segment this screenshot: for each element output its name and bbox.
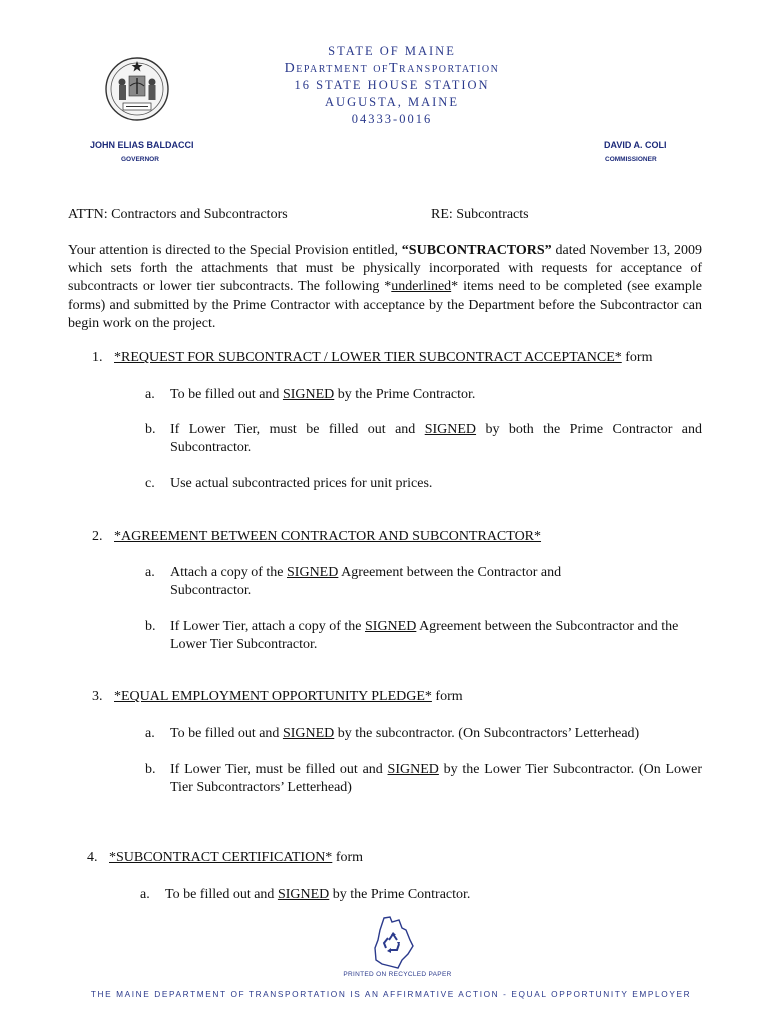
item-2 xyxy=(92,529,541,545)
intro-text-3: * items need to be completed (see example forms) and submitted by the Prime Contractor with acceptance by the Department before the Subcontractor can begin work on the project. xyxy=(68,279,702,331)
letterhead-city: AUGUSTA, MAINE xyxy=(325,95,459,109)
sub-text: by the subcontractor. (On Subcontractors’ Letterhead) xyxy=(334,726,640,741)
item-number: 4. xyxy=(87,850,98,865)
item-title: *REQUEST FOR SUBCONTRACT / LOWER TIER SUBCONTRACT ACCEPTANCE* xyxy=(114,350,622,365)
item-4 xyxy=(87,850,363,866)
sub-text: Agreement between the Contractor and Subcontractor. xyxy=(170,565,562,598)
attn-line: ATTN: Contractors and Subcontractors xyxy=(68,207,288,222)
sub-text: To be filled out and xyxy=(170,387,283,402)
signed-underlined: SIGNED xyxy=(282,726,335,741)
governor-title: GOVERNOR xyxy=(121,156,159,163)
item-title: *EQUAL EMPLOYMENT OPPORTUNITY PLEDGE* xyxy=(114,689,432,704)
recycle-maine-logo-icon xyxy=(372,916,414,970)
sub-text: To be filled out and xyxy=(165,887,278,902)
item-number: 3. xyxy=(92,689,103,704)
sub-letter: c. xyxy=(145,476,155,491)
sub-text: If Lower Tier, must be filled out and xyxy=(170,762,388,777)
item-2-sub-a xyxy=(145,564,605,600)
sub-text: To be filled out and xyxy=(170,726,283,741)
item-number: 2. xyxy=(92,529,103,544)
governor-name: JOHN ELIAS BALDACCI xyxy=(90,140,194,150)
signed-underlined: SIGNED xyxy=(387,762,439,777)
signed-underlined: SIGNED xyxy=(277,887,330,902)
sub-letter: a. xyxy=(140,887,150,902)
item-1-sub-a xyxy=(145,386,702,404)
sub-text: Agreement between the Subcontractor and the Lower Tier Subcontractor. xyxy=(170,619,679,652)
sub-letter: a. xyxy=(145,726,155,741)
signed-underlined: SIGNED xyxy=(282,387,335,402)
commissioner-title: COMMISSIONER xyxy=(605,156,657,163)
governor-block xyxy=(90,140,194,163)
item-3-sub-b xyxy=(145,761,702,797)
letterhead xyxy=(192,43,592,128)
item-number: 1. xyxy=(92,350,103,365)
intro-paragraph xyxy=(68,242,702,333)
item-3-sub-a xyxy=(145,725,702,743)
re-line: RE: Subcontracts xyxy=(431,207,529,222)
item-suffix: form xyxy=(431,689,463,704)
sub-text: by both the Prime Contractor and Subcontractor. xyxy=(170,422,702,455)
printed-on-recycled-paper: PRINTED ON RECYCLED PAPER xyxy=(343,971,452,978)
sub-text: by the Prime Contractor. xyxy=(334,387,476,402)
signed-underlined: SIGNED xyxy=(424,422,477,437)
sub-letter: a. xyxy=(145,565,155,580)
letterhead-zip: 04333-0016 xyxy=(351,112,433,126)
letterhead-department: Department ofTransportation xyxy=(284,61,500,76)
item-1-sub-c xyxy=(145,475,702,493)
signed-underlined: SIGNED xyxy=(365,619,417,634)
item-title: *AGREEMENT BETWEEN CONTRACTOR AND SUBCONTRACTOR* xyxy=(114,529,542,544)
letterhead-address: 16 STATE HOUSE STATION xyxy=(294,78,490,92)
item-suffix: form xyxy=(621,350,653,365)
item-4-sub-a xyxy=(140,886,697,904)
signed-underlined: SIGNED xyxy=(287,565,339,580)
sub-letter: b. xyxy=(145,762,156,777)
sub-letter: b. xyxy=(145,422,156,437)
commissioner-name: DAVID A. COLI xyxy=(604,140,667,150)
sub-text: by the Lower Tier Subcontractor. (On Lower Tier Subcontractors’ Letterhead) xyxy=(170,762,702,795)
item-2-sub-b xyxy=(145,618,702,654)
item-title: *SUBCONTRACT CERTIFICATION* xyxy=(109,850,333,865)
item-3 xyxy=(92,689,463,705)
intro-text-1: Your attention is directed to the Special Provision entitled, xyxy=(68,243,402,258)
sub-text: If Lower Tier, must be filled out and xyxy=(170,422,425,437)
intro-bold: “SUBCONTRACTORS” xyxy=(401,243,552,258)
maine-state-seal-icon xyxy=(104,56,170,122)
commissioner-block xyxy=(604,140,667,163)
letterhead-state: STATE OF MAINE xyxy=(328,44,456,58)
sub-letter: a. xyxy=(145,387,155,402)
footer-statement: THE MAINE DEPARTMENT OF TRANSPORTATION IS AN AFFIRMATIVE ACTION - EQUAL OPPORTUNITY EMPLOYER xyxy=(90,989,692,999)
sub-letter: b. xyxy=(145,619,156,634)
item-1 xyxy=(92,350,652,366)
item-1-sub-b xyxy=(145,421,702,457)
item-suffix: form xyxy=(332,850,364,865)
intro-underlined: underlined xyxy=(391,279,452,295)
sub-text: If Lower Tier, attach a copy of the xyxy=(170,619,365,634)
sub-text: Attach a copy of the xyxy=(170,565,288,580)
intro-text-2: dated November 13, 2009 which sets forth the attachments that must be physically incorporated with requests for acceptance of subcontracts or lower tier subcontracts. The following * xyxy=(68,243,702,295)
sub-text: by the Prime Contractor. xyxy=(329,887,471,902)
sub-text: Use actual subcontracted prices for unit prices. xyxy=(170,476,433,491)
